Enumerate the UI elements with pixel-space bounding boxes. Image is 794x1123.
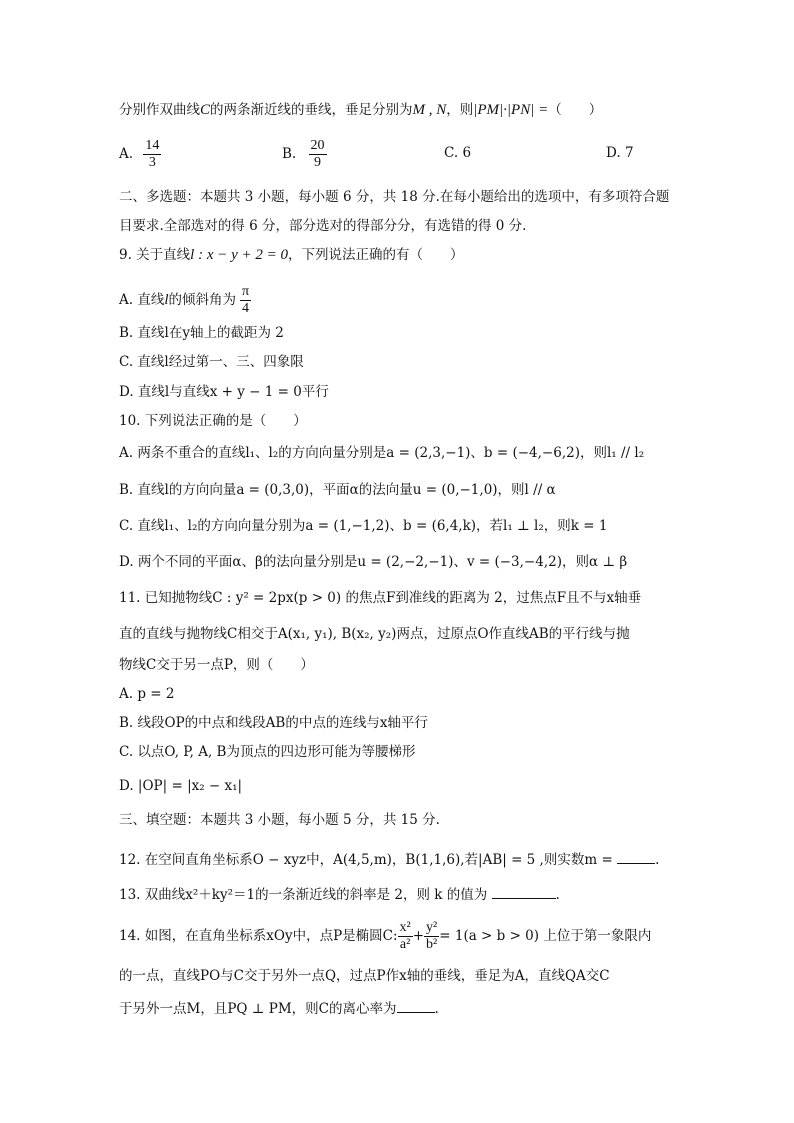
q8-option-a[interactable] bbox=[119, 138, 161, 171]
fraction bbox=[240, 284, 251, 317]
q8-C: C bbox=[200, 102, 211, 118]
option-value: 6 bbox=[462, 145, 472, 161]
option-label: B. bbox=[282, 146, 297, 162]
q9-stem bbox=[119, 245, 464, 265]
section3-heading: 三、填空题：本题共 3 小题，每小题 5 分，共 15 分. bbox=[119, 812, 440, 828]
q9-equation: l : x − y + 2 = 0 bbox=[190, 247, 289, 263]
frac-den: b² bbox=[426, 937, 438, 952]
q13-end: . bbox=[555, 887, 560, 903]
option-value: 7 bbox=[624, 145, 634, 161]
q14-answer-blank[interactable] bbox=[397, 998, 435, 1013]
fraction bbox=[143, 138, 161, 171]
q8-paren: （ ） bbox=[548, 102, 603, 118]
q10-option-c[interactable]: C. 直线l₁、l₂的方向向量分别为a = (1,−1,2)、b = (6,4,k)，若l₁ ⊥ l₂，则k = 1 bbox=[119, 518, 608, 534]
frac-den: a² bbox=[399, 937, 411, 952]
q11-option-b[interactable]: B. 线段OP的中点和线段AB的中点的连线与x轴平行 bbox=[119, 715, 428, 731]
fraction bbox=[309, 138, 327, 171]
q13-text: 13. 双曲线x²＋ky²＝1的一条渐近线的斜率是 2，则 k 的值为 bbox=[119, 887, 488, 903]
q11-option-a[interactable]: A. p = 2 bbox=[119, 686, 175, 702]
q8-option-c[interactable] bbox=[444, 143, 471, 163]
q12-answer-blank[interactable] bbox=[617, 849, 655, 864]
q12 bbox=[119, 849, 659, 870]
q14-text3: 于另外一点M，且PQ ⊥ PM，则C的离心率为 bbox=[119, 1001, 397, 1017]
q9-a-text2: 的倾斜角为 bbox=[168, 292, 237, 308]
q14-line3 bbox=[119, 998, 439, 1019]
section2-heading-line2: 目要求.全部选对的得 6 分，部分选对的得部分分，有选错的得 0 分. bbox=[119, 218, 527, 234]
plus-sign: + bbox=[412, 928, 425, 944]
frac-num: 14 bbox=[145, 138, 160, 153]
q8-text1: 分别作双曲线 bbox=[119, 102, 200, 118]
q10-option-a[interactable]: A. 两条不重合的直线l₁、l₂的方向向量分别是a = (2,3,−1)、b = (−4,−6,2)，则l₁ // l₂ bbox=[119, 445, 645, 461]
option-label: A. bbox=[119, 146, 134, 162]
q14-line2: 的一点，直线PO与C交于另外一点Q，过点P作x轴的垂线，垂足为A，直线QA交C bbox=[119, 968, 610, 984]
q9-stem1: 9. 关于直线 bbox=[119, 247, 191, 263]
q11-option-d[interactable]: D. |OP| = |x₂ − x₁| bbox=[119, 778, 243, 794]
q9-a-l: l bbox=[164, 292, 169, 308]
q9-a-text: A. 直线 bbox=[119, 292, 165, 308]
q8-expr: |PM|·|PN| = bbox=[473, 102, 549, 118]
option-label: D. bbox=[606, 145, 621, 161]
frac-den: 9 bbox=[314, 155, 322, 170]
q14-line1 bbox=[119, 920, 651, 953]
q9-option-c[interactable]: C. 直线l经过第一、三、四象限 bbox=[119, 354, 304, 370]
fraction bbox=[398, 920, 413, 953]
q8-text3: ，则 bbox=[446, 102, 474, 118]
frac-num: x² bbox=[399, 920, 411, 935]
q10-option-d[interactable]: D. 两个不同的平面α、β的法向量分别是u = (2,−2,−1)、v = (−3,−4,2)，则α ⊥ β bbox=[119, 554, 628, 570]
q8-continuation bbox=[119, 100, 602, 120]
section2-heading-line1: 二、多选题：本题共 3 小题，每小题 6 分，共 18 分.在每小题给出的选项中，有多项符合题 bbox=[119, 189, 670, 205]
q8-option-b[interactable] bbox=[282, 138, 327, 171]
q11-option-c[interactable]: C. 以点O, P, A, B为顶点的四边形可能为等腰梯形 bbox=[119, 744, 416, 760]
frac-den: 4 bbox=[242, 301, 250, 316]
q14-end: . bbox=[434, 1001, 439, 1017]
q10-stem: 10. 下列说法正确的是（ ） bbox=[119, 413, 307, 429]
q9-option-a[interactable] bbox=[119, 284, 251, 317]
q13 bbox=[119, 884, 560, 905]
q12-end: . bbox=[655, 852, 660, 868]
q14-text1: 14. 如图，在直角坐标系xOy中，点P是椭圆C: bbox=[119, 928, 398, 944]
q9-stem2: ，下列说法正确的有（ ） bbox=[288, 247, 464, 263]
frac-num: y² bbox=[426, 920, 438, 935]
q8-text2: 的两条渐近线的垂线，垂足分别为 bbox=[210, 102, 413, 118]
option-label: C. bbox=[444, 145, 459, 161]
fraction bbox=[424, 920, 439, 953]
q11-stem-line1: 11. 已知抛物线C : y² = 2px(p > 0) 的焦点F到准线的距离为 2，过焦点F且不与x轴垂 bbox=[119, 590, 642, 606]
q9-option-b[interactable]: B. 直线l在y轴上的截距为 2 bbox=[119, 325, 284, 341]
q10-option-b[interactable]: B. 直线l的方向向量a = (0,3,0)，平面α的法向量u = (0,−1,0)，则l // α bbox=[119, 482, 556, 498]
q13-answer-blank[interactable] bbox=[492, 884, 556, 899]
q8-MN: M , N bbox=[412, 102, 447, 118]
frac-num: 20 bbox=[310, 138, 325, 153]
frac-num: π bbox=[242, 284, 250, 299]
q14-text2: = 1(a > b > 0) 上位于第一象限内 bbox=[439, 928, 652, 944]
q11-stem-line2: 直的直线与抛物线C相交于A(x₁, y₁), B(x₂, y₂)两点，过原点O作直线AB的平行线与抛 bbox=[119, 626, 630, 642]
q11-stem-line3: 物线C交于另一点P，则（ ） bbox=[119, 657, 314, 673]
frac-den: 3 bbox=[148, 155, 156, 170]
q12-text: 12. 在空间直角坐标系O − xyz中，A(4,5,m)，B(1,1,6),若|AB| = 5 ,则实数m = bbox=[119, 852, 613, 868]
q9-option-d[interactable]: D. 直线l与直线x + y − 1 = 0平行 bbox=[119, 384, 329, 400]
q8-option-d[interactable] bbox=[606, 143, 634, 163]
